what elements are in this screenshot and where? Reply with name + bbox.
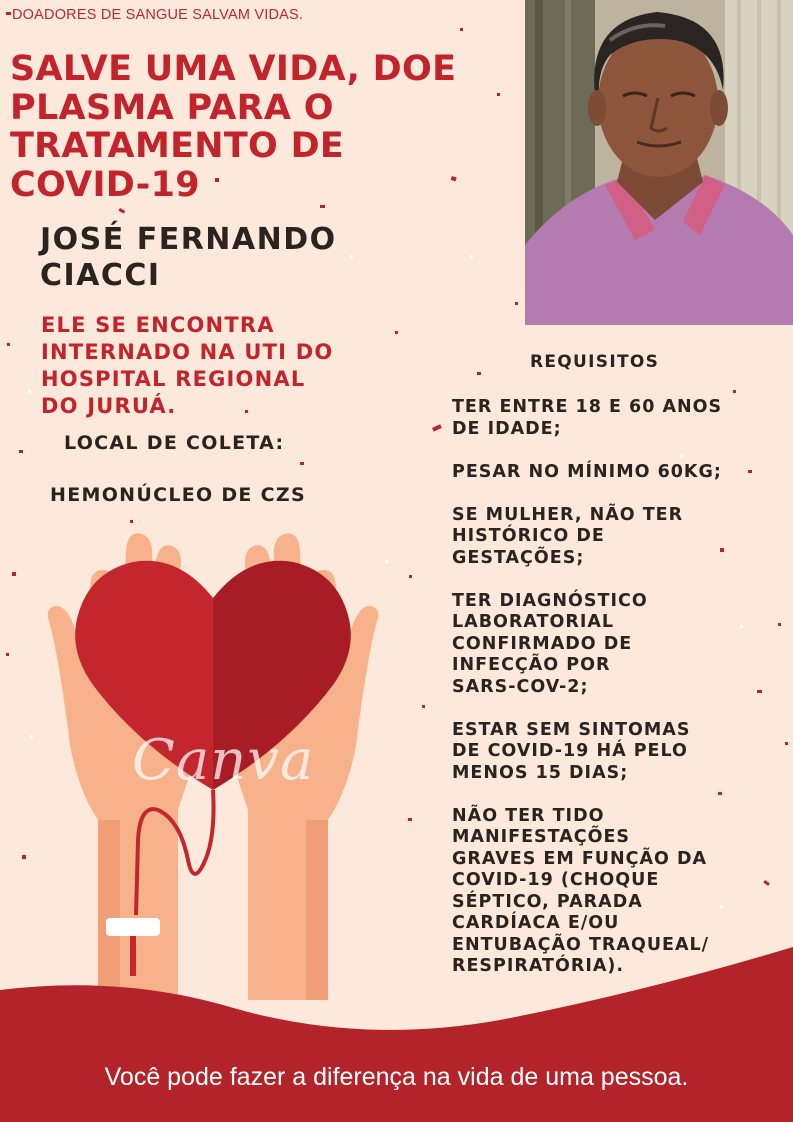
requirement-line: DE COVID-19 HÁ PELO (452, 741, 688, 761)
requirement-line: CARDÍACA E/OU (452, 913, 620, 933)
patient-portrait-illustration (525, 0, 793, 325)
headline-line: SALVE UMA VIDA, DOE (10, 49, 457, 89)
requirement-line: ENTUBAÇÃO TRAQUEAL/ (452, 934, 710, 955)
footer-message: Você pode fazer a diferença na vida de uma pessoa. (104, 1063, 689, 1091)
requirements-list (452, 397, 787, 999)
requirement-line: ESTAR SEM SINTOMAS (452, 719, 691, 740)
headline (10, 50, 510, 204)
status-line: HOSPITAL REGIONAL (41, 367, 306, 391)
tagline: DOADORES DE SANGUE SALVAM VIDAS. (12, 7, 304, 23)
requirement-line: PESAR NO MÍNIMO 60KG; (452, 461, 722, 482)
patient-photo (525, 0, 793, 325)
requirement-line: CONFIRMADO DE (452, 633, 633, 654)
footer-wave (0, 945, 793, 1122)
canva-watermark: Canva (132, 728, 315, 793)
requirement-item (452, 397, 787, 440)
requirement-item (452, 462, 787, 484)
patient-name-line: JOSÉ FERNANDO (40, 222, 337, 257)
requirement-item (452, 591, 787, 699)
requirement-line: SÉPTICO, PARADA (452, 891, 643, 912)
status-line: DO JURUÁ. (41, 394, 177, 418)
requirement-line: RESPIRATÓRIA). (452, 956, 625, 976)
requirements-title: REQUISITOS (530, 352, 660, 372)
requirement-line: MENOS 15 DIAS; (452, 762, 629, 783)
status-line: INTERNADO NA UTI DO (41, 340, 334, 364)
requirement-line: HISTÓRICO DE (452, 526, 605, 546)
status-line: ELE SE ENCONTRA (41, 313, 275, 337)
requirement-line: DE IDADE; (452, 418, 562, 439)
collection-place: HEMONÚCLEO DE CZS (50, 484, 306, 506)
requirement-item (452, 505, 787, 570)
requirement-line: GRAVES EM FUNÇÃO DA (452, 848, 708, 869)
headline-line: COVID-19 (10, 164, 200, 205)
requirement-line: TER DIAGNÓSTICO (452, 590, 648, 611)
requirement-line: COVID-19 (CHOQUE (452, 870, 660, 890)
requirement-line: NÃO TER TIDO (452, 805, 605, 826)
requirement-line: MANIFESTAÇÕES (452, 827, 631, 847)
requirement-line: GESTAÇÕES; (452, 547, 585, 568)
requirement-line: TER ENTRE 18 E 60 ANOS (452, 397, 723, 417)
patient-name-line: CIACCI (40, 258, 161, 293)
headline-line: TRATAMENTO DE (10, 126, 345, 166)
requirement-line: SARS-COV-2; (452, 676, 589, 697)
collection-label: LOCAL DE COLETA: (64, 432, 285, 454)
headline-line: PLASMA PARA O (10, 87, 334, 128)
patient-status (41, 312, 333, 420)
requirement-line: LABORATORIAL (452, 612, 615, 632)
requirement-line: SE MULHER, NÃO TER (452, 504, 684, 525)
requirement-line: INFECÇÃO POR (452, 655, 611, 675)
patient-name (40, 222, 337, 294)
requirement-item (452, 720, 787, 785)
